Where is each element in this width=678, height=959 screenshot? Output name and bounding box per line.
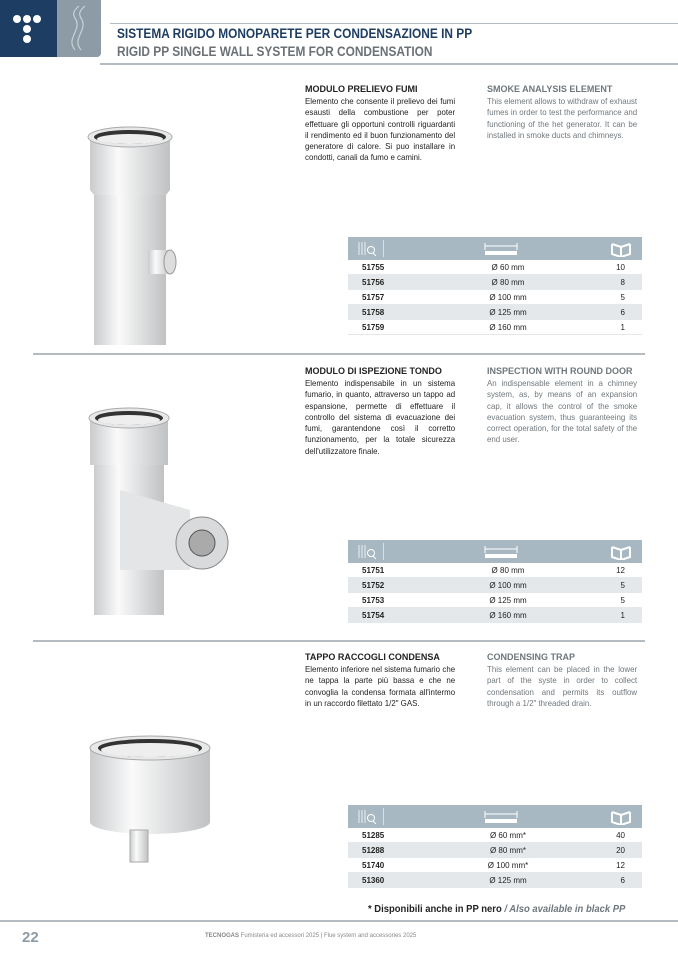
product-code: 51758 — [362, 307, 385, 317]
diameter: Ø 60 mm* — [489, 830, 526, 840]
page-subtitle: RIGID PP SINGLE WALL SYSTEM FOR CONDENSATION — [117, 44, 433, 59]
pack-quantity: 5 — [620, 595, 625, 605]
product-code: 51288 — [362, 845, 385, 855]
section-title-it: MODULO PRELIEVO FUMI — [305, 84, 418, 94]
product-code: 51751 — [362, 565, 385, 575]
section-title-it: TAPPO RACCOGLI CONDENSA — [305, 652, 440, 662]
condensing-trap-image — [85, 730, 215, 870]
section-text-it: Elemento che consente il prelievo dei fumi esausti della combustione per poter effettuare gli opportuni controlli riguardanti il rendimento ed il buon funzionamento del generatore di calore. Si puo installare in condotti, canali da fumo e camini. — [305, 96, 456, 163]
diameter: Ø 125 mm — [489, 307, 527, 317]
section-text-en: An indispensable element in a chimney system, as, by means of an expansion cap, it allows the control of the smoke evacuation system, thus guaranteeing its correct operation, for the total safety of the end user. — [487, 378, 638, 445]
diameter: Ø 160 mm — [489, 610, 527, 620]
product-code: 51740 — [362, 860, 385, 870]
section-title-en: CONDENSING TRAP — [487, 652, 576, 662]
table-header — [348, 805, 642, 828]
table-row — [348, 275, 642, 290]
table-header — [348, 540, 642, 563]
diameter: Ø 160 mm — [489, 322, 527, 332]
page-title: SISTEMA RIGIDO MONOPARETE PER CONDENSAZIONE IN PP — [117, 26, 473, 41]
pack-quantity: 8 — [620, 277, 625, 287]
code-magnifier-icon — [354, 543, 384, 560]
section-title-it: MODULO DI ISPEZIONE TONDO — [305, 366, 442, 376]
pack-quantity: 1 — [620, 322, 625, 332]
table-row — [348, 873, 642, 888]
diameter: Ø 100 mm — [489, 580, 527, 590]
pack-quantity: 40 — [616, 830, 625, 840]
diameter: Ø 100 mm — [489, 292, 527, 302]
pack-quantity: 1 — [620, 610, 625, 620]
product-code: 51752 — [362, 580, 385, 590]
diameter-ruler-icon — [483, 810, 519, 824]
diameter: Ø 80 mm — [491, 565, 525, 575]
package-box-icon — [610, 809, 632, 825]
product-code: 51360 — [362, 875, 385, 885]
product-code: 51754 — [362, 610, 385, 620]
pack-quantity: 12 — [616, 860, 625, 870]
pack-quantity: 5 — [620, 580, 625, 590]
footer-text: TECNOGAS Fumisteria ed accessori 2025 | Flue system and accessories 2025 — [205, 933, 417, 939]
pack-quantity: 10 — [616, 262, 625, 272]
page-number: 22 — [22, 929, 39, 946]
section-title-en: INSPECTION WITH ROUND DOOR — [487, 366, 633, 376]
section-title-en: SMOKE ANALYSIS ELEMENT — [487, 84, 613, 94]
product-code: 51755 — [362, 262, 385, 272]
footnote: * Disponibili anche in PP nero / Also available in black PP — [368, 903, 626, 915]
package-box-icon — [610, 241, 632, 257]
table-row — [348, 290, 642, 305]
smoke-icon — [57, 0, 101, 57]
code-magnifier-icon — [354, 240, 384, 257]
package-box-icon — [610, 544, 632, 560]
product-code: 51757 — [362, 292, 385, 302]
table-row — [348, 563, 642, 578]
table-row — [348, 608, 642, 623]
product-code: 51753 — [362, 595, 385, 605]
product-code: 51759 — [362, 322, 385, 332]
section-divider — [33, 640, 645, 642]
diameter-ruler-icon — [483, 242, 519, 256]
table-row — [348, 320, 642, 335]
section-text-it: Elemento indispensabile in un sistema fumario, in quanto, attraverso un tappo ad espansione, permette di effettuare il controllo del sistema di evacuazione dei fumi, garantendone così il corretto funzionamento, per la totale sicurezza dell'utilizzatore finale. — [305, 378, 456, 456]
product-code: 51285 — [362, 830, 385, 840]
table-row — [348, 578, 642, 593]
section-text-en: This element can be placed in the lower part of the syste in order to collect condensation and permits its outflow through a 1/2" threaded drain. — [487, 664, 638, 708]
code-magnifier-icon — [354, 808, 384, 825]
pack-quantity: 5 — [620, 292, 625, 302]
smoke-analysis-element-image — [80, 115, 190, 350]
diameter-ruler-icon — [483, 545, 519, 559]
inspection-round-door-image — [80, 400, 235, 620]
table-row — [348, 305, 642, 320]
diameter: Ø 125 mm — [489, 595, 527, 605]
section-text-it: Elemento inferiore nel sistema fumario che ne tappa la parte più bassa e che ne convoglia la condensa formata all'intermo in un raccordo filettato 1/2" GAS. — [305, 664, 456, 708]
product-code: 51756 — [362, 277, 385, 287]
diameter: Ø 100 mm* — [487, 860, 529, 870]
diameter: Ø 80 mm* — [489, 845, 526, 855]
pack-quantity: 12 — [616, 565, 625, 575]
table-row — [348, 858, 642, 873]
diameter: Ø 60 mm — [491, 262, 525, 272]
product-table — [348, 805, 642, 888]
product-table — [348, 237, 642, 335]
pack-quantity: 6 — [620, 875, 625, 885]
diameter: Ø 80 mm — [491, 277, 525, 287]
table-header — [348, 237, 642, 260]
product-table — [348, 540, 642, 623]
section-text-en: This element allows to withdraw of exhaust fumes in order to test the performance and functioning of the het generator. It can be installed in smoke ducts and chimneys. — [487, 96, 638, 140]
pack-quantity: 20 — [616, 845, 625, 855]
diameter: Ø 125 mm — [489, 875, 527, 885]
table-row — [348, 828, 642, 843]
table-row — [348, 593, 642, 608]
table-row — [348, 843, 642, 858]
section-divider — [33, 353, 645, 355]
table-row — [348, 260, 642, 275]
pack-quantity: 6 — [620, 307, 625, 317]
brand-logo — [0, 0, 57, 57]
